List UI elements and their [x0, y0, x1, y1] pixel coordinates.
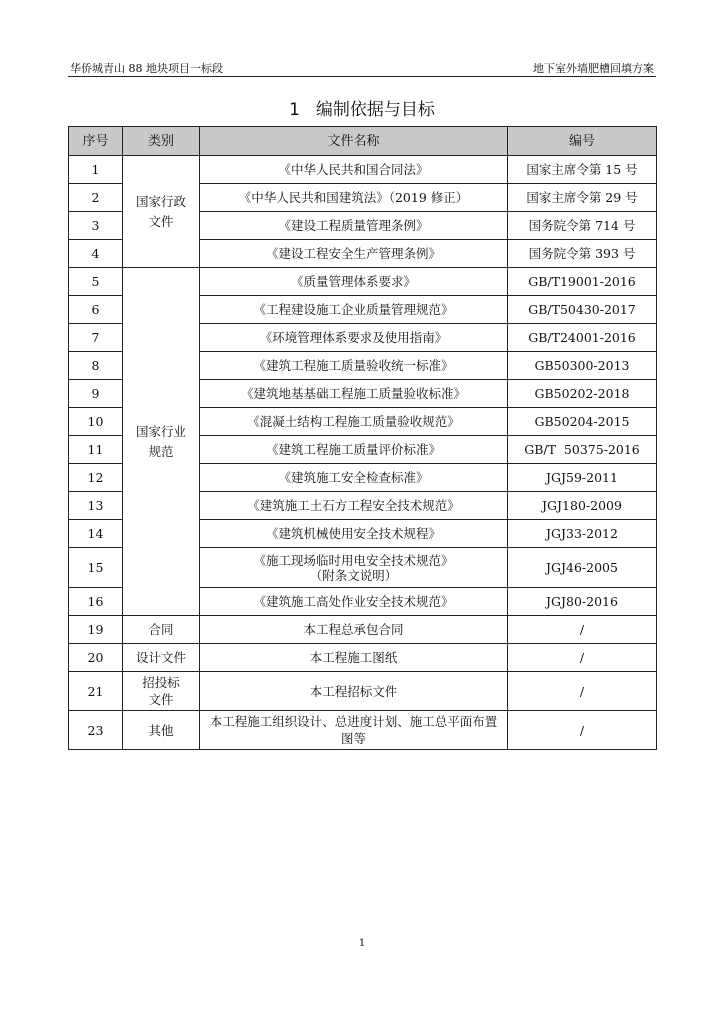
column-header-document-name: 文件名称 [200, 127, 508, 156]
cell-no: 4 [69, 240, 123, 268]
cell-category-admin [123, 156, 200, 268]
table-row [69, 616, 657, 644]
cell-no: 1 [69, 156, 123, 184]
cell-code: JGJ180-2009 [508, 492, 657, 520]
cell-no: 5 [69, 268, 123, 296]
cell-no: 12 [69, 464, 123, 492]
category-label: 国家行政文件 [135, 193, 186, 229]
table-row [69, 644, 657, 672]
cell-name [200, 548, 508, 588]
table-row [69, 156, 657, 184]
cell-name: 《建筑工程施工质量验收统一标准》 [200, 352, 508, 380]
table-row [69, 711, 657, 750]
cell-no: 23 [69, 711, 123, 750]
page-number: 1 [358, 938, 366, 949]
cell-category [123, 672, 200, 711]
cell-code: / [508, 672, 657, 711]
cell-no: 2 [69, 184, 123, 212]
cell-name: 本工程施工图纸 [200, 644, 508, 672]
cell-name: 《建设工程质量管理条例》 [200, 212, 508, 240]
cell-name: 《中华人民共和国建筑法》（2019 修正） [200, 184, 508, 212]
cell-name: 《建筑施工高处作业安全技术规范》 [200, 588, 508, 616]
cell-no: 16 [69, 588, 123, 616]
cell-code: 国家主席令第 15 号 [508, 156, 657, 184]
cell-code: / [508, 644, 657, 672]
category-label: 国家行业规范 [135, 423, 186, 459]
cell-code: JGJ46-2005 [508, 548, 657, 588]
cell-name: 《工程建设施工企业质量管理规范》 [200, 296, 508, 324]
cell-no: 21 [69, 672, 123, 711]
cell-name: 本工程招标文件 [200, 672, 508, 711]
cell-code: 国家主席令第 29 号 [508, 184, 657, 212]
cell-code: / [508, 616, 657, 644]
page-header [68, 58, 656, 77]
cell-code: GB/T24001-2016 [508, 324, 657, 352]
section-title: 编制依据与目标 [315, 100, 435, 120]
cell-no: 8 [69, 352, 123, 380]
cell-category-industry [123, 268, 200, 616]
cell-code: JGJ80-2016 [508, 588, 657, 616]
column-header-category: 类别 [123, 127, 200, 156]
cell-code: / [508, 711, 657, 750]
cell-category: 合同 [123, 616, 200, 644]
cell-name: 《建筑机械使用安全技术规程》 [200, 520, 508, 548]
cell-name: 《建筑地基基础工程施工质量验收标准》 [200, 380, 508, 408]
cell-name: 《混凝土结构工程施工质量验收规范》 [200, 408, 508, 436]
cell-no: 10 [69, 408, 123, 436]
cell-name: 《环境管理体系要求及使用指南》 [200, 324, 508, 352]
cell-category: 设计文件 [123, 644, 200, 672]
cell-no: 9 [69, 380, 123, 408]
cell-code: 国务院令第 714 号 [508, 212, 657, 240]
cell-code: GB50204-2015 [508, 408, 657, 436]
cell-code: JGJ33-2012 [508, 520, 657, 548]
cell-name: 《建设工程安全生产管理条例》 [200, 240, 508, 268]
table-row [69, 268, 657, 296]
cell-no: 14 [69, 520, 123, 548]
cell-no: 15 [69, 548, 123, 588]
cell-name-line1: 《施工现场临时用电安全技术规范》 [253, 552, 454, 568]
cell-code: GB50202-2018 [508, 380, 657, 408]
cell-name: 《中华人民共和国合同法》 [200, 156, 508, 184]
cell-no: 11 [69, 436, 123, 464]
cell-category: 其他 [123, 711, 200, 750]
category-label: 招投标文件 [142, 675, 180, 707]
basis-table [68, 126, 657, 750]
cell-code: GB/T 50375-2016 [508, 436, 657, 464]
cell-name: 《质量管理体系要求》 [200, 268, 508, 296]
cell-no: 19 [69, 616, 123, 644]
table-header-row [69, 127, 657, 156]
section-heading [0, 95, 724, 120]
header-document-title: 地下室外墙肥槽回填方案 [533, 62, 654, 75]
header-project-name: 华侨城青山 88 地块项目一标段 [70, 62, 223, 75]
cell-code: GB50300-2013 [508, 352, 657, 380]
cell-name-line2: （附条文说明） [309, 567, 398, 583]
cell-no: 7 [69, 324, 123, 352]
cell-name: 《建筑施工安全检查标准》 [200, 464, 508, 492]
section-number: 1 [289, 100, 300, 120]
column-header-code: 编号 [508, 127, 657, 156]
cell-no: 3 [69, 212, 123, 240]
cell-code: 国务院令第 393 号 [508, 240, 657, 268]
cell-no: 13 [69, 492, 123, 520]
cell-name: 本工程总承包合同 [200, 616, 508, 644]
table-row [69, 672, 657, 711]
cell-code: GB/T50430-2017 [508, 296, 657, 324]
cell-name: 《建筑施工土石方工程安全技术规范》 [200, 492, 508, 520]
cell-no: 20 [69, 644, 123, 672]
cell-code: GB/T19001-2016 [508, 268, 657, 296]
cell-no: 6 [69, 296, 123, 324]
column-header-no: 序号 [69, 127, 123, 156]
cell-name: 《建筑工程施工质量评价标准》 [200, 436, 508, 464]
cell-name [200, 711, 508, 750]
cell-name-text: 本工程施工组织设计、总进度计划、施工总平面布置图等 [209, 714, 498, 746]
cell-code: JGJ59-2011 [508, 464, 657, 492]
